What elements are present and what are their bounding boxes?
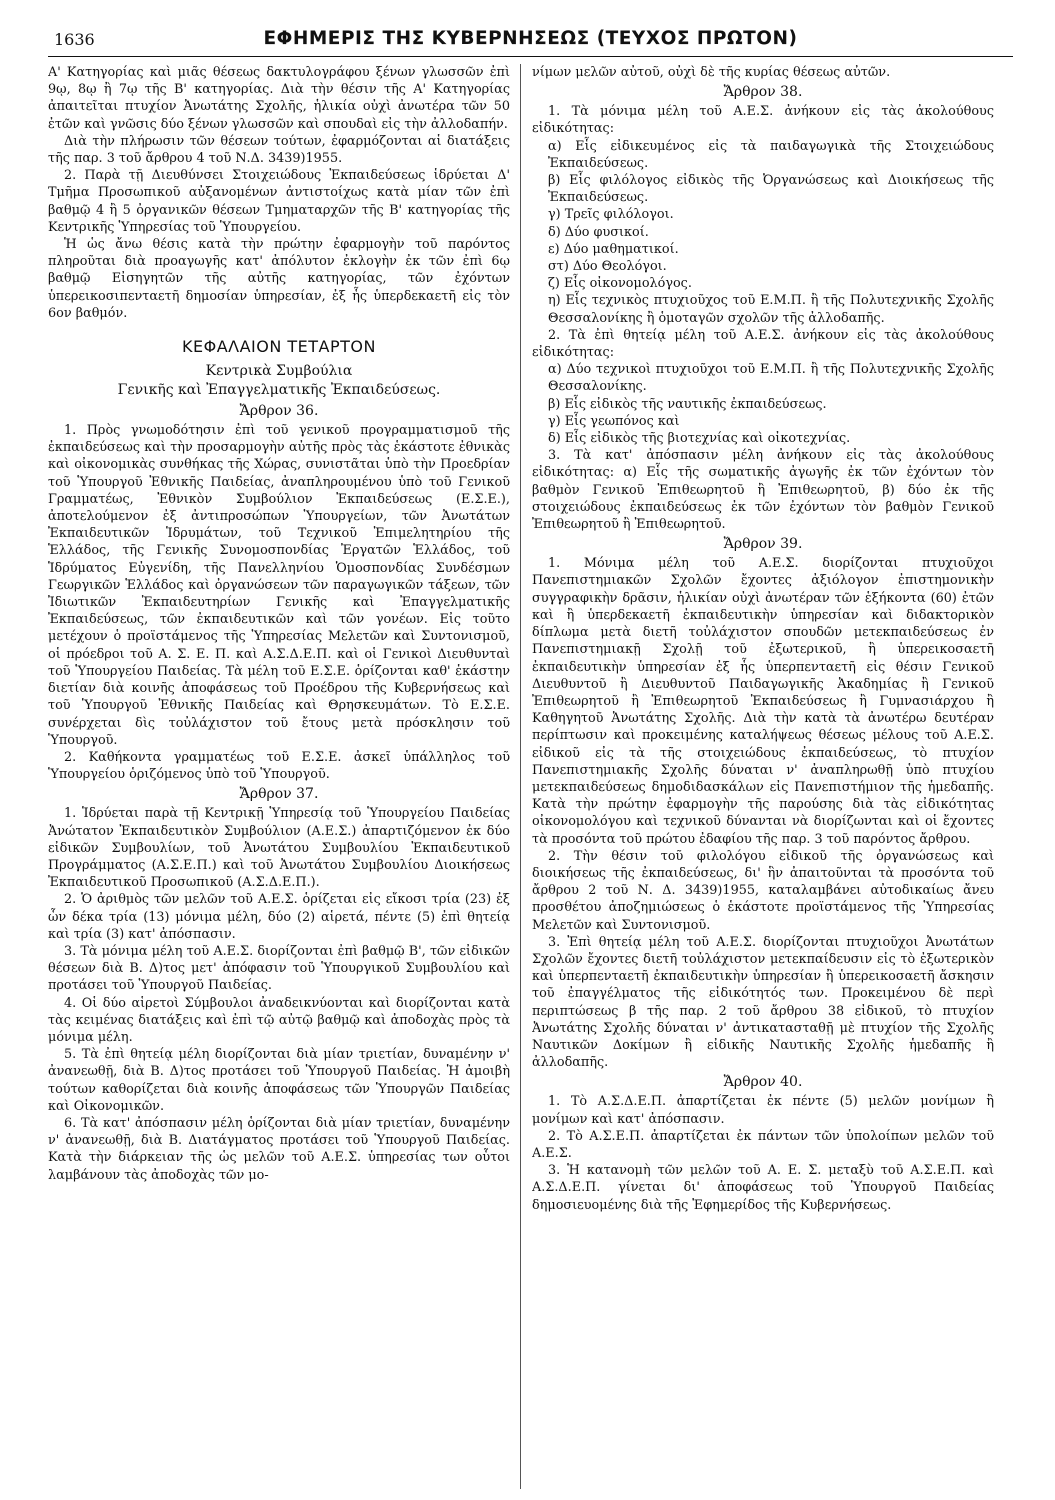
list-item: ε) Δύο μαθηματικοί. (548, 241, 679, 257)
paragraph: 1. Μόνιμα μέλη τοῦ Α.Ε.Σ. διορίζονται πτυχιοῦχοι Πανεπιστημιακῶν Σχολῶν ἔχοντες ἀξιόλογον ἐπιστημονικὴν συγγραφικὴν δρᾶσιν, ἡλικίαν οὐχὶ ἀνωτέραν τῶν ἑξήκοντα (60) ἐτῶν καὶ ἢ ὑπερδεκαετῆ ἐκπαιδευτικὴν ὑπηρεσίαν καὶ διδακτορικὸν δίπλωμα μετὰ διετῆ τοὐλάχιστον σπουδῶν μετεκπαιδεύσεως ἐν Πανεπιστημιακῇ Σχολῇ τοῦ ἐξωτερικοῦ, ἢ ὑπερεικοσαετῆ ἐκπαιδευτικὴν ὑπηρεσίαν ἐξ ἧς ὑπερπενταετῆ εἰς θέσιν Γενικοῦ Διευθυντοῦ ἢ Διευθυντοῦ Παιδαγωγικῆς Ἀκαδημίας ἢ Γενικοῦ Ἐπιθεωρητοῦ ἢ Ἐπιθεωρητοῦ Ἐκπαιδεύσεως ἢ Γυμνασιάρχου ἢ Καθηγητοῦ Ἀνωτάτης Σχολῆς. Διὰ τὴν κατὰ τὰ ἀνωτέρω δευτέραν περίπτωσιν καὶ προκειμένης καταλήψεως θέσεως μέλους τοῦ Α.Ε.Σ. εἰδικοῦ εἰς τὰ τῆς στοιχειώδους ἐκπαιδεύσεως, τὸ πτυχίον Πανεπιστημιακῆς Σχολῆς δύναται ν' ἀναπληρωθῇ ὑπὸ πτυχίου μετεκπαιδεύσεως δημοδιδασκάλων εἰς Πανεπιστήμιον τῆς ἡμεδαπῆς. Κατὰ τὴν πρώτην ἐφαρμογὴν τῆς παρούσης διὰ τὰς εἰδικότητας οἰκονομολόγου καὶ τεχνικοῦ δύνανται νὰ διορίζωνται καὶ οἱ ἔχοντες τὰ προσόντα τοῦ πρώτου ἐδαφίου τῆς παρ. 3 τοῦ παρόντος ἄρθρου. (532, 556, 994, 847)
paragraph: 2. Καθήκοντα γραμματέως τοῦ Ε.Σ.Ε. ἀσκεῖ ὑπάλληλος τοῦ Ὑπουργείου ὁριζόμενος ὑπὸ τοῦ Ὑπουργοῦ. (48, 749, 510, 783)
paragraph: 6. Τὰ κατ' ἀπόσπασιν μέλη ὁρίζονται διὰ μίαν τριετίαν, δυναμένην ν' ἀνανεωθῇ, διὰ Β. Διατάγματος προτάσει τοῦ Ὑπουργοῦ Παιδείας. Κατὰ τὴν διάρκειαν τῆς ὡς μελῶν τοῦ Α.Ε.Σ. ὑπηρεσίας των οὗτοι λαμβάνουν τὰς ἀποδοχὰς τῶν μο- (48, 1115, 510, 1183)
paragraph: 2. Τὸ Α.Σ.Ε.Π. ἀπαρτίζεται ἐκ πάντων τῶν ὑπολοίπων μελῶν τοῦ Α.Ε.Σ. (532, 1128, 994, 1161)
paragraph: 2. Τὴν θέσιν τοῦ φιλολόγου εἰδικοῦ τῆς ὀργανώσεως καὶ διοικήσεως τῆς ἐκπαιδεύσεως, δι' ἣν ἀπαιτοῦνται τὰ προσόντα τοῦ ἄρθρου 2 τοῦ Ν. Δ. 3439)1955, καταλαμβάνει αὐτοδικαίως ἄνευ προσθέτου ἀποζημιώσεως ὁ ἑκάστοτε προϊστάμενος τῆς Ὑπηρεσίας Μελετῶν καὶ Συντονισμοῦ. (532, 848, 994, 933)
gazette-title: ΕΦΗΜΕΡΙΣ ΤΗΣ ΚΥΒΕΡΝΗΣΕΩΣ (ΤΕΥΧΟΣ ΠΡΩΤΟΝ) (263, 28, 798, 49)
column-divider (520, 64, 521, 1489)
paragraph: 1. Ἱδρύεται παρὰ τῇ Κεντρικῇ Ὑπηρεσίᾳ τοῦ Ὑπουργείου Παιδείας Ἀνώτατον Ἐκπαιδευτικὸν Συμβούλιον (Α.Ε.Σ.) ἀπαρτιζόμενον ἐκ δύο εἰδικῶν Συμβουλίων, τοῦ Ἀνωτάτου Συμβουλίου Ἐκπαιδευτικοῦ Προγράμματος (Α.Σ.Ε.Π.) καὶ τοῦ Ἀνωτάτου Συμβουλίου Διοικήσεως Ἐκπαιδευτικοῦ Προσωπικοῦ (Α.Σ.Δ.Ε.Π.). (48, 806, 510, 891)
paragraph: 2. Τὰ ἐπὶ θητείᾳ μέλη τοῦ Α.Ε.Σ. ἀνήκουν εἰς τὰς ἀκολούθους εἰδικότητας: (532, 327, 994, 361)
paragraph: Διὰ τὴν πλήρωσιν τῶν θέσεων τούτων, ἐφαρμόζονται αἱ διατάξεις τῆς παρ. 3 τοῦ ἄρθρου 4 τοῦ Ν.Δ. 3439)1955. (48, 133, 510, 167)
paragraph: 3. Ἐπὶ θητείᾳ μέλη τοῦ Α.Ε.Σ. διορίζονται πτυχιοῦχοι Ἀνωτάτων Σχολῶν ἔχοντες διετῆ τοὐλάχιστον μετεκπαίδευσιν εἰς τὸ ἐξωτερικὸν καὶ ὑπερπενταετῆ ἐκπαιδευτικὴν ὑπηρεσίαν ἢ ὑπερεικοσαετῆ ἄσκησιν τοῦ ἐπαγγέλματος τῆς εἰδικότητός των. Προκειμένου δὲ περὶ περιπτώσεως β τῆς παρ. 2 τοῦ ἄρθρου 38 εἰδικοῦ, τὸ πτυχίον Ἀνωτάτης Σχολῆς δύναται ν' ἀντικατασταθῇ μὲ πτυχίον τῆς Σχολῆς Ναυτικῶν Δοκίμων ἢ εἰδικῆς Ναυτικῆς Σχολῆς ἡμεδαπῆς ἢ ἀλλοδαπῆς. (532, 934, 994, 1071)
paragraph: Α' Κατηγορίας καὶ μιᾶς θέσεως δακτυλογράφου ξένων γλωσσῶν ἐπὶ 9ῳ, 8ῳ ἢ 7ῳ τῆς Β' κατηγορίας. Διὰ τὴν θέσιν τῆς Α' Κατηγορίας ἀπαιτεῖται πτυχίον Ἀνωτάτης Σχολῆς, ἡλικία οὐχὶ ἀνωτέρα τῶν 50 ἐτῶν καὶ γνῶσις δύο ξένων γλωσσῶν καὶ σπουδαὶ εἰς τὴν ἀλλοδαπήν. (48, 65, 510, 132)
article-heading: Ἄρθρον 39. (723, 536, 803, 553)
list-item: δ) Εἷς εἰδικὸς τῆς βιοτεχνίας καὶ οἰκοτεχνίας. (548, 431, 851, 447)
paragraph: 5. Τὰ ἐπὶ θητείᾳ μέλη διορίζονται διὰ μίαν τριετίαν, δυναμένην ν' ἀνανεωθῇ, διὰ Β. Δ)τος προτάσει τοῦ Ὑπουργοῦ Παιδείας. Ἡ ἀμοιβὴ τούτων καθορίζεται διὰ κοινῆς ἀποφάσεως τῶν Ὑπουργῶν Παιδείας καὶ Οἰκονομικῶν. (48, 1047, 510, 1114)
chapter-subtitle: Κεντρικὰ Συμβούλια (205, 363, 353, 380)
paragraph: νίμων μελῶν αὐτοῦ, οὐχὶ δὲ τῆς κυρίας θέσεως αὐτῶν. (532, 65, 891, 80)
paragraph: 4. Οἱ δύο αἱρετοὶ Σύμβουλοι ἀναδεικνύονται καὶ διορίζονται κατὰ τὰς κειμένας διατάξεις καὶ ἐπὶ τῷ αὐτῷ βαθμῷ καὶ ἀποδοχὰς πρὸς τὰ μόνιμα μέλη. (48, 995, 510, 1045)
list-item: α) Δύο τεχνικοὶ πτυχιοῦχοι τοῦ Ε.Μ.Π. ἢ τῆς Πολυτεχνικῆς Σχολῆς Θεσσαλονίκης. (548, 362, 994, 395)
list-item: γ) Εἷς γεωπόνος καὶ (548, 413, 680, 429)
list-item: στ) Δύο Θεολόγοι. (548, 259, 667, 275)
page-header (48, 22, 1013, 57)
paragraph: 1. Πρὸς γνωμοδότησιν ἐπὶ τοῦ γενικοῦ προγραμματισμοῦ τῆς ἐκπαιδεύσεως καὶ τὴν προσαρμογὴν αὐτῆς πρὸς τὰς ἑκάστοτε ἐθνικὰς καὶ οἰκονομικὰς συνθήκας τῆς Χώρας, συνιστᾶται ὑπὸ τὴν Προεδρίαν τοῦ Ὑπουργοῦ Ἐθνικῆς Παιδείας, ἀναπληρουμένου ὑπὸ τοῦ Γενικοῦ Γραμματέως, Ἐθνικὸν Συμβούλιον Ἐκπαιδεύσεως (Ε.Σ.Ε.), ἀποτελούμενον ἐξ ἀντιπροσώπων Ὑπουργείων, τῶν Ἀνωτάτων Ἐκπαιδευτικῶν Ἱδρυμάτων, τοῦ Τεχνικοῦ Ἐπιμελητηρίου τῆς Ἑλλάδος, τῆς Γενικῆς Συνομοσπονδίας Ἐργατῶν Ἑλλάδος, τοῦ Ἱδρύματος Εὐγενίδη, τῆς Πανελληνίου Ὁμοσπονδίας Συνδέσμων Γεωργικῶν Ἑλλάδος καὶ ὀργανώσεων τῶν παραγωγικῶν τάξεων, τῶν Ἰδιωτικῶν Ἐκπαιδευτηρίων Γενικῆς καὶ Ἐπαγγελματικῆς Ἐκπαιδεύσεως, τῶν ἐκπαιδευτικῶν καὶ τῶν γονέων. Εἰς τοῦτο μετέχουν ὁ προϊστάμενος τῆς Ὑπηρεσίας Μελετῶν καὶ Συντονισμοῦ, οἱ πρόεδροι τοῦ Α. Σ. Ε. Π. καὶ Α.Σ.Δ.Ε.Π. καὶ οἱ Γενικοὶ Διευθυνταὶ τοῦ Ὑπουργείου Παιδείας. Τὰ μέλη τοῦ Ε.Σ.Ε. ὁρίζονται καθ' ἑκάστην διετίαν διὰ κοινῆς ἀποφάσεως τοῦ Προέδρου τῆς Κυβερνήσεως καὶ τοῦ Ὑπουργοῦ Ἐθνικῆς Παιδείας καὶ Θρησκευμάτων. Τὸ Ε.Σ.Ε. συνέρχεται δὶς τοὐλάχιστον τοῦ ἔτους μετὰ πρόσκλησιν τοῦ Ὑπουργοῦ. (48, 423, 510, 748)
right-column (532, 64, 994, 1489)
list-item: α) Εἷς εἰδικευμένος εἰς τὰ παιδαγωγικὰ τῆς Στοιχειώδους Ἐκπαιδεύσεως. (548, 138, 994, 171)
list-item: δ) Δύο φυσικοί. (548, 224, 649, 240)
paragraph: 1. Τὰ μόνιμα μέλη τοῦ Α.Ε.Σ. ἀνήκουν εἰς τὰς ἀκολούθους εἰδικότητας: (532, 104, 994, 137)
paragraph: 1. Τὸ Α.Σ.Δ.Ε.Π. ἀπαρτίζεται ἐκ πέντε (5) μελῶν μονίμων ἢ μονίμων καὶ κατ' ἀπόσπασιν. (532, 1094, 994, 1127)
page-number: 1636 (54, 30, 95, 49)
list-item: β) Εἷς φιλόλογος εἰδικὸς τῆς Ὀργανώσεως καὶ Διοικήσεως τῆς Ἐκπαιδεύσεως. (548, 173, 994, 206)
text-columns (48, 64, 1013, 1489)
chapter-heading: ΚΕΦΑΛΑΙΟΝ ΤΕΤΑΡΤΟΝ (182, 337, 376, 357)
list-item: β) Εἷς εἰδικὸς τῆς ναυτικῆς ἐκπαιδεύσεως. (548, 396, 827, 412)
chapter-subtitle: Γενικῆς καὶ Ἐπαγγελματικῆς Ἐκπαιδεύσεως. (117, 382, 441, 399)
article-heading: Ἄρθρον 37. (239, 786, 319, 803)
paragraph: 3. Ἡ κατανομὴ τῶν μελῶν τοῦ Α. Ε. Σ. μεταξὺ τοῦ Α.Σ.Ε.Π. καὶ Α.Σ.Δ.Ε.Π. γίνεται δι' ἀποφάσεως τοῦ Ὑπουργοῦ Παιδείας δημοσιευομένης διὰ τῆς Ἐφημερίδος τῆς Κυβερνήσεως. (532, 1163, 994, 1213)
paragraph: 3. Τὰ μόνιμα μέλη τοῦ Α.Ε.Σ. διορίζονται ἐπὶ βαθμῷ Β', τῶν εἰδικῶν θέσεων διὰ Β. Δ)τος μετ' ἀπόφασιν τοῦ Ὑπουργικοῦ Συμβουλίου καὶ προτάσει τοῦ Ὑπουργοῦ Παιδείας. (48, 943, 510, 994)
paragraph: Ἡ ὡς ἄνω θέσις κατὰ τὴν πρώτην ἐφαρμογὴν τοῦ παρόντος πληροῦται διὰ προαγωγῆς κατ' ἀπόλυτον ἐκλογὴν ἐκ τῶν ἐπὶ 6ῳ βαθμῷ Εἰσηγητῶν τῆς αὐτῆς κατηγορίας, τῶν ἐχόντων ὑπερεικοσιπενταετῆ δημοσίαν ὑπηρεσίαν, ἐξ ἧς ὑπερδεκαετῆ εἰς τὸν 6ον βαθμόν. (48, 237, 510, 321)
paragraph: 2. Ὁ ἀριθμὸς τῶν μελῶν τοῦ Α.Ε.Σ. ὁρίζεται εἰς εἴκοσι τρία (23) ἐξ ὧν δέκα τρία (13) μόνιμα μέλη, δύο (2) αἱρετά, πέντε (5) ἐπὶ θητείᾳ καὶ τρία (3) κατ' ἀπόσπασιν. (48, 892, 510, 942)
list-item: ζ) Εἷς οἰκονομολόγος. (548, 276, 692, 292)
left-column (48, 64, 510, 1489)
article-heading: Ἄρθρον 38. (723, 84, 803, 101)
list-item: η) Εἷς τεχνικὸς πτυχιοῦχος τοῦ Ε.Μ.Π. ἢ τῆς Πολυτεχνικῆς Σχολῆς Θεσσαλονίκης ἢ ὁμοταγῶν σχολῶν τῆς ἀλλοδαπῆς. (548, 293, 994, 326)
paragraph: 2. Παρὰ τῇ Διευθύνσει Στοιχειώδους Ἐκπαιδεύσεως ἱδρύεται Δ' Τμῆμα Προσωπικοῦ αὐξανομένων ἀντιστοίχως κατὰ μίαν τῶν ἐπὶ βαθμῷ 4 ἢ 5 ὀργανικῶν θέσεων Τμηματαρχῶν τῆς Β' κατηγορίας τῆς Κεντρικῆς Ὑπηρεσίας τοῦ Ὑπουργείου. (48, 168, 510, 235)
article-heading: Ἄρθρον 36. (239, 403, 319, 420)
paragraph: 3. Τὰ κατ' ἀπόσπασιν μέλη ἀνήκουν εἰς τὰς ἀκολούθους εἰδικότητας: α) Εἷς τῆς σωματικῆς ἀγωγῆς ἐκ τῶν ἐχόντων τὸν βαθμὸν Γενικοῦ Ἐπιθεωρητοῦ ἢ Ἐπιθεωρητοῦ, β) δύο ἐκ τῆς στοιχειώδους ἐκπαιδεύσεως ἐκ τῶν ἐχόντων τὸν βαθμὸν Γενικοῦ Ἐπιθεωρητοῦ ἢ Ἐπιθεωρητοῦ. (532, 448, 994, 533)
article-heading: Ἄρθρον 40. (723, 1074, 803, 1091)
list-item: γ) Τρεῖς φιλόλογοι. (548, 207, 674, 223)
